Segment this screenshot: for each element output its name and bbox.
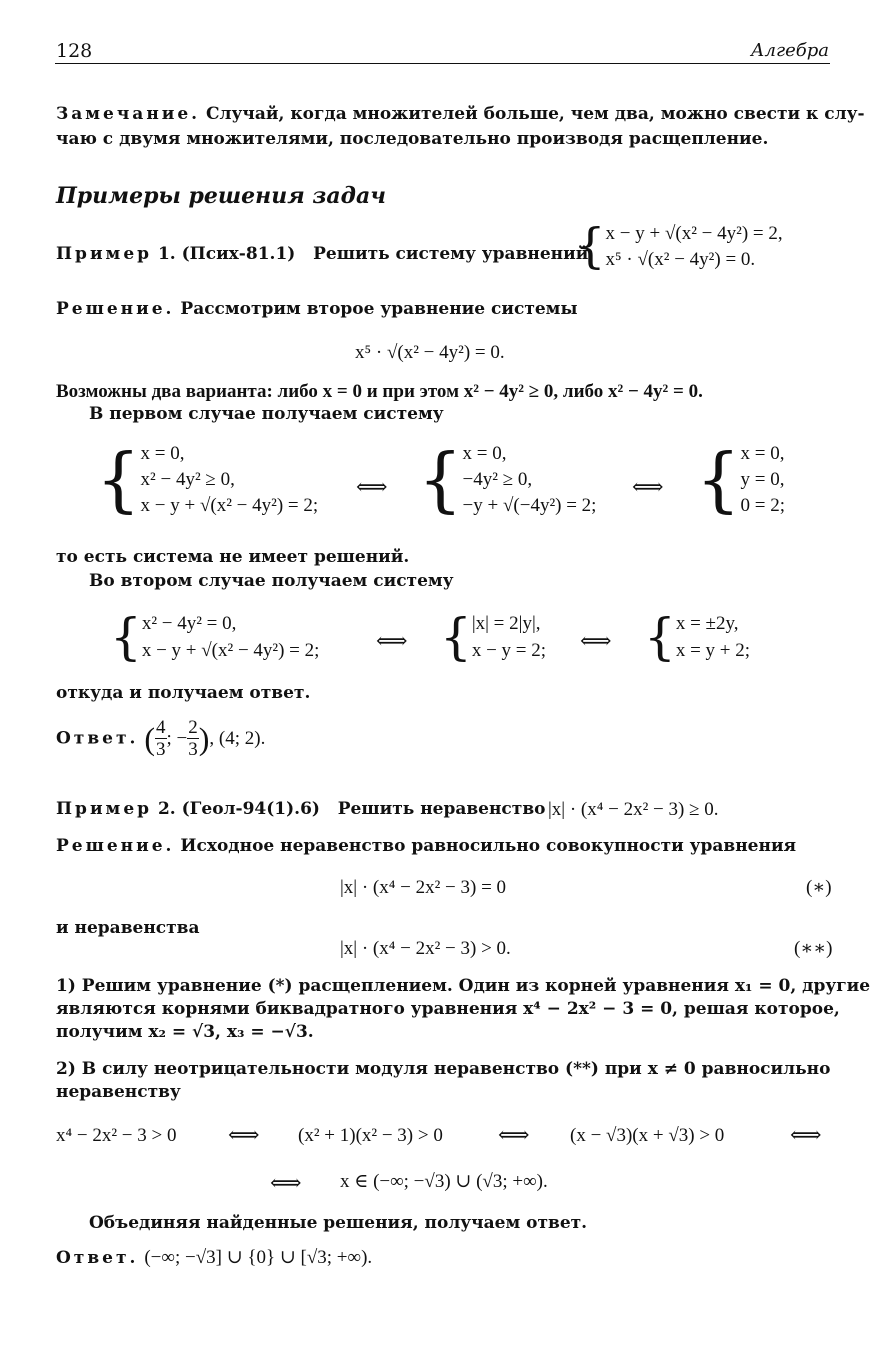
answer1-open-paren: ( <box>144 720 156 757</box>
equiv-arrow-5: ⟺ <box>228 1122 260 1147</box>
system-d-line-1: x² − 4y² = 0, <box>141 613 237 634</box>
system-f-line-1: x = ±2y, <box>675 613 739 634</box>
step1-line-1: 1) Решим уравнение (*) расщеплением. Один из корней уравнения x₁ = 0, другие <box>56 976 871 996</box>
example2-inequality: |x| · (x⁴ − 2x² − 3) ≥ 0. <box>548 799 719 820</box>
system-a-line-3: x − y + √(x² − 4y²) = 2; <box>140 495 319 516</box>
system-e <box>440 608 547 666</box>
example2-solution-line <box>56 838 796 855</box>
display-equation: x⁵ · √(x² − 4y²) = 0. <box>355 342 505 363</box>
system-c-brace: { <box>696 438 741 521</box>
fraction-4-3: $\frac{4}{3}$ <box>156 717 166 760</box>
equation-dstar-tag: (∗∗) <box>794 938 833 959</box>
chain-step-2: (x² + 1)(x² − 3) > 0 <box>298 1125 443 1146</box>
section-heading: Примеры решения задач <box>56 183 386 209</box>
system-c-line-3: 0 = 2; <box>740 495 786 516</box>
chain-step-1: x⁴ − 2x² − 3 > 0 <box>56 1125 177 1146</box>
step2-line-1: 2) В силу неотрицательности модуля неравенство (**) при x ≠ 0 равносильно <box>56 1059 831 1079</box>
remark-lead: Замечание. <box>56 104 201 124</box>
system-e-line-2: x − y = 2; <box>471 640 547 661</box>
system-b-line-2: −4y² ≥ 0, <box>462 469 533 490</box>
system-brace: { <box>575 218 606 274</box>
system-b-line-3: −y + √(−4y²) = 2; <box>462 495 597 516</box>
system-a-line-2: x² − 4y² ≥ 0, <box>140 469 235 490</box>
equation-dstar: |x| · (x⁴ − 2x² − 3) > 0. <box>340 938 511 959</box>
solution2-text: Исходное неравенство равносильно совокупности уравнения <box>180 836 797 856</box>
system-e-line-1: |x| = 2|y|, <box>471 613 541 634</box>
example2-ref: 2. (Геол-94(1).6) <box>157 799 320 819</box>
equiv-arrow-4: ⟺ <box>580 628 612 653</box>
example1-system <box>575 218 783 274</box>
remark-line-2: чаю с двумя множителями, последовательно производя расщепление. <box>56 129 769 149</box>
combine-text: Объединяя найденные решения, получаем ответ. <box>89 1213 588 1233</box>
solution-lead: Решение. <box>56 299 175 319</box>
answer1-lead: Ответ. <box>56 728 139 749</box>
answer1-rest: , (4; 2). <box>209 728 266 749</box>
system-line-1: x − y + √(x² − 4y²) = 2, <box>605 222 783 244</box>
variants-text: Возможны два варианта: либо x = 0 и при этом x² − 4y² ≥ 0, либо x² − 4y² = 0. <box>56 381 703 402</box>
running-header-title: Алгебра <box>750 40 829 61</box>
remark-line-1 <box>56 106 865 123</box>
example2-lead: Пример <box>56 799 153 819</box>
example1-statement <box>56 246 588 263</box>
equiv-arrow-2: ⟺ <box>632 474 664 499</box>
system-f-line-2: x = y + 2; <box>675 640 751 661</box>
chain-step-4: x ∈ (−∞; −√3) ∪ (√3; +∞). <box>340 1171 548 1192</box>
example1-solution-line <box>56 301 577 318</box>
chain-step-3: (x − √3)(x + √3) > 0 <box>570 1125 725 1146</box>
equiv-arrow-1: ⟺ <box>356 474 388 499</box>
step1-line-3: получим x₂ = √3, x₃ = −√3. <box>56 1022 314 1042</box>
example1-task: Решить систему уравнений <box>313 244 589 264</box>
example1-lead: Пример <box>56 244 153 264</box>
example2-task: Решить неравенство <box>337 799 546 819</box>
answer1-formula: ( $\frac{4}{3}$ ; − $\frac{2}{3}$ ), (4; 2). <box>144 717 266 760</box>
equation-star: |x| · (x⁴ − 2x² − 3) = 0 <box>340 877 507 898</box>
solution-text: Рассмотрим второе уравнение системы <box>180 299 578 319</box>
system-b-brace: { <box>418 438 463 521</box>
equation-star-tag: (∗) <box>806 877 832 898</box>
example1-answer <box>56 718 265 759</box>
step2-line-2: неравенству <box>56 1082 181 1102</box>
system-d-line-2: x − y + √(x² − 4y²) = 2; <box>141 640 320 661</box>
example1-ref: 1. (Псих-81.1) <box>157 244 296 264</box>
system-d <box>110 608 320 666</box>
solution2-lead: Решение. <box>56 836 175 856</box>
answer1-close-paren: ) <box>198 720 210 757</box>
hence-text: откуда и получаем ответ. <box>56 683 311 703</box>
system-line-2: x⁵ · √(x² − 4y²) = 0. <box>605 248 756 270</box>
system-a <box>96 438 319 521</box>
system-b <box>418 438 597 521</box>
system-a-line-1: x = 0, <box>140 443 185 464</box>
and-inequality-text: и неравенства <box>56 918 200 938</box>
equiv-arrow-6: ⟺ <box>498 1122 530 1147</box>
example2-answer <box>56 1248 372 1268</box>
system-c-line-2: y = 0, <box>740 469 785 490</box>
first-case-text: В первом случае получаем систему <box>89 404 444 424</box>
system-c <box>696 438 786 521</box>
fraction-2-3: $\frac{2}{3}$ <box>188 717 198 760</box>
step1-line-2: являются корнями биквадратного уравнения x⁴ − 2x² − 3 = 0, решая которое, <box>56 999 840 1019</box>
equiv-arrow-3: ⟺ <box>376 628 408 653</box>
system-f <box>644 608 751 666</box>
equiv-arrow-8: ⟺ <box>270 1170 302 1195</box>
system-d-brace: { <box>110 608 142 666</box>
example2-statement <box>56 801 545 818</box>
answer2-lead: Ответ. <box>56 1248 139 1268</box>
system-f-brace: { <box>644 608 676 666</box>
second-case-text: Во втором случае получаем систему <box>89 571 454 591</box>
no-solution-text: то есть система не имеет решений. <box>56 547 410 567</box>
remark-text-1: Случай, когда множителей больше, чем два, можно свести к слу- <box>206 104 865 124</box>
equiv-arrow-7: ⟺ <box>790 1122 822 1147</box>
header-rule <box>55 63 830 64</box>
system-c-line-1: x = 0, <box>740 443 785 464</box>
system-b-line-1: x = 0, <box>462 443 507 464</box>
answer2-value: (−∞; −√3] ∪ {0} ∪ [√3; +∞). <box>144 1247 373 1268</box>
page-number: 128 <box>56 40 93 62</box>
system-a-brace: { <box>96 438 141 521</box>
system-e-brace: { <box>440 608 472 666</box>
